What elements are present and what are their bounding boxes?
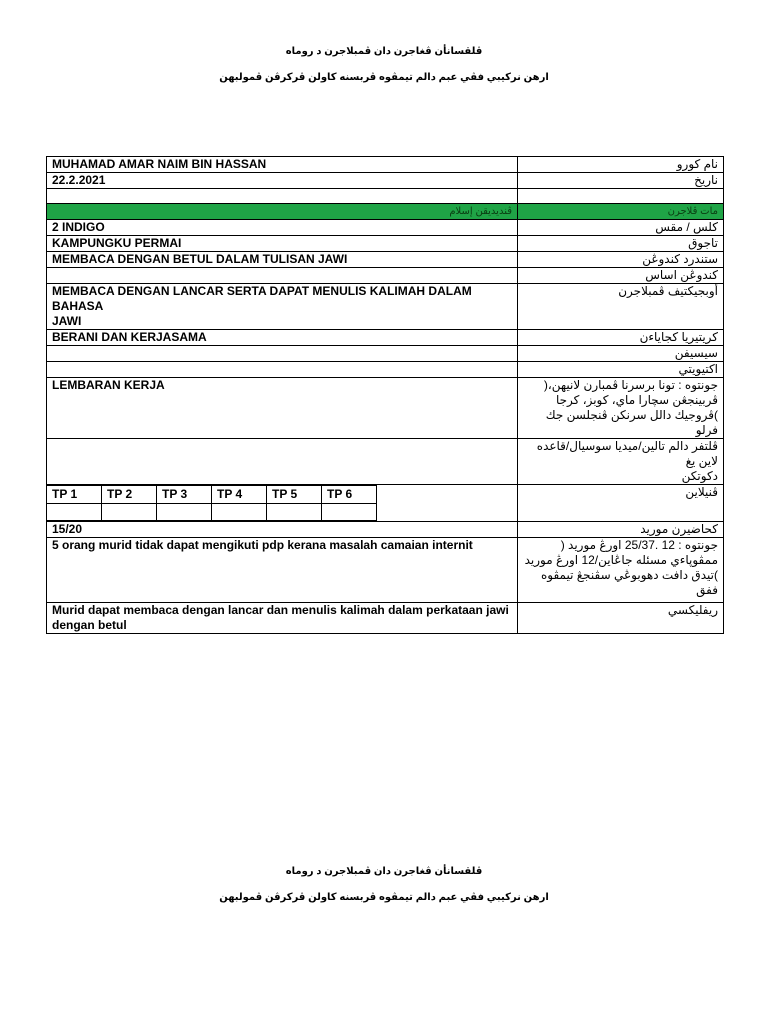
basic-content-value	[47, 268, 518, 284]
reflection-line-1: Murid dapat membaca dengan lancar dan menulis kalimah dalam perkataan jawi	[52, 603, 509, 617]
tp-level-1: TP 1	[47, 486, 102, 504]
row-reflection	[47, 603, 724, 634]
row-topic	[47, 236, 724, 252]
activity-note-line-3: )ڤروجيك دالل سرنكن ڤنجلسن جك فرلو	[545, 408, 718, 437]
issue-note-line-3: )تيدق دافت دهوبوڠي سڤنجڠ تيمڤوه ففق	[540, 568, 718, 597]
activity-note	[518, 378, 724, 439]
lesson-record-table	[46, 156, 724, 634]
tp-level-6-value	[322, 504, 377, 521]
row-materials	[47, 439, 724, 485]
objective-line-1: MEMBACA DENGAN LANCAR SERTA DAPAT MENULIS KALIMAH DALAM BAHASA	[52, 284, 472, 313]
class-label: كلس / مقس	[518, 220, 724, 236]
teacher-name-label: نام كورو	[518, 157, 724, 173]
objective-label: أوبجيكتيف ڤمبلاجرن	[518, 284, 724, 330]
row-activity-label	[47, 362, 724, 378]
row-teacher-name	[47, 157, 724, 173]
content-standard-label: ستندرد كندوڠن	[518, 252, 724, 268]
materials-note	[518, 439, 724, 485]
issue-note-line-1: جونتوه : 12 .25/37 اورڠ موريد (	[560, 538, 718, 552]
tp-level-4: TP 4	[212, 486, 267, 504]
class-value: 2 INDIGO	[47, 220, 518, 236]
subject-value: ڤنديديقن إسلام	[47, 204, 518, 220]
footer-title: ڤلقسانأن ڤغاجرن دان ڤمبلاجرن د روماه	[285, 866, 483, 877]
activity-note-line-2: ڤربينجڠن سچارا ماي، كوبز، كرجا	[555, 393, 718, 407]
blank-cell-left	[47, 189, 518, 204]
teacher-name-value: MUHAMAD AMAR NAIM BIN HASSAN	[47, 157, 518, 173]
tp-level-header-row	[47, 486, 377, 504]
row-success-criteria	[47, 330, 724, 346]
reflection-label: ريفليكسي	[518, 603, 724, 634]
reflection-line-2: dengan betul	[52, 618, 127, 632]
subject-label: مات ڤلاجرن	[518, 204, 724, 220]
row-date	[47, 173, 724, 189]
date-value: 22.2.2021	[47, 173, 518, 189]
content-standard-value: MEMBACA DENGAN BETUL DALAM TULISAN JAWI	[47, 252, 518, 268]
attendance-value: 15/20	[47, 522, 518, 538]
activity-label: اكتيويتي	[518, 362, 724, 378]
activity-label-left	[47, 362, 518, 378]
topic-label: تاجوق	[518, 236, 724, 252]
issue-value: 5 orang murid tidak dapat mengikuti pdp kerana masalah camaian internit	[47, 538, 518, 603]
tp-level-3-value	[157, 504, 212, 521]
topic-value: KAMPUNGKU PERMAI	[47, 236, 518, 252]
row-subject	[47, 204, 724, 220]
tp-level-5: TP 5	[267, 486, 322, 504]
assessment-levels-cell	[47, 485, 518, 522]
objective-line-2: JAWI	[52, 314, 82, 328]
footer-subtitle: ارهن نركيبي فڤي عبم دالم تيمڤوه ڤربسنه كاولن ڤركرڤن ڤمولبهن	[219, 892, 549, 903]
materials-note-line-1: ڤلتفر دالم تالين/ميديا سوسيال/قاعده لاين يغ	[536, 439, 718, 468]
materials-value	[47, 439, 518, 485]
tp-level-table	[47, 485, 378, 521]
tp-level-2: TP 2	[102, 486, 157, 504]
date-label: ناريخ	[518, 173, 724, 189]
row-assessment	[47, 485, 724, 522]
row-attendance	[47, 522, 724, 538]
insertion-value	[47, 346, 518, 362]
header-subtitle: ارهن نركيبي فڤي عبم دالم تيمڤوه ڤربسنه كاولن ڤركرڤن ڤمولبهن	[219, 72, 549, 83]
activity-note-line-1: جونتوه : تونا برسرنا ڤمبارن لانيهن،(	[543, 378, 718, 392]
row-basic-content	[47, 268, 724, 284]
issue-note	[518, 538, 724, 603]
attendance-label: كحاضيرن موريد	[518, 522, 724, 538]
reflection-value	[47, 603, 518, 634]
row-insertion	[47, 346, 724, 362]
tp-level-1-value	[47, 504, 102, 521]
blank-cell-right	[518, 189, 724, 204]
tp-level-3: TP 3	[157, 486, 212, 504]
issue-note-line-2: ممڤوڽاءي مسئله جاڠاين/12 اورڠ موريد	[524, 553, 718, 567]
basic-content-label: كندوڠن اساس	[518, 268, 724, 284]
header-title: ڤلقسانأن ڤغاجرن دان ڤمبلاجرن د روماه	[285, 46, 483, 57]
row-content-standard	[47, 252, 724, 268]
row-objective	[47, 284, 724, 330]
materials-note-line-2: دكوتكن	[681, 469, 718, 483]
row-class	[47, 220, 724, 236]
tp-level-2-value	[102, 504, 157, 521]
tp-level-5-value	[267, 504, 322, 521]
tp-level-6: TP 6	[322, 486, 377, 504]
success-criteria-label: كريتيريا كجاياءن	[518, 330, 724, 346]
tp-level-4-value	[212, 504, 267, 521]
success-criteria-value: BERANI DAN KERJASAMA	[47, 330, 518, 346]
assessment-label: ڤنيلاين	[518, 485, 724, 522]
row-blank	[47, 189, 724, 204]
objective-value	[47, 284, 518, 330]
tp-level-value-row	[47, 504, 377, 521]
insertion-label: سيسيفن	[518, 346, 724, 362]
row-issue	[47, 538, 724, 603]
activity-value: LEMBARAN KERJA	[47, 378, 518, 439]
row-activity	[47, 378, 724, 439]
